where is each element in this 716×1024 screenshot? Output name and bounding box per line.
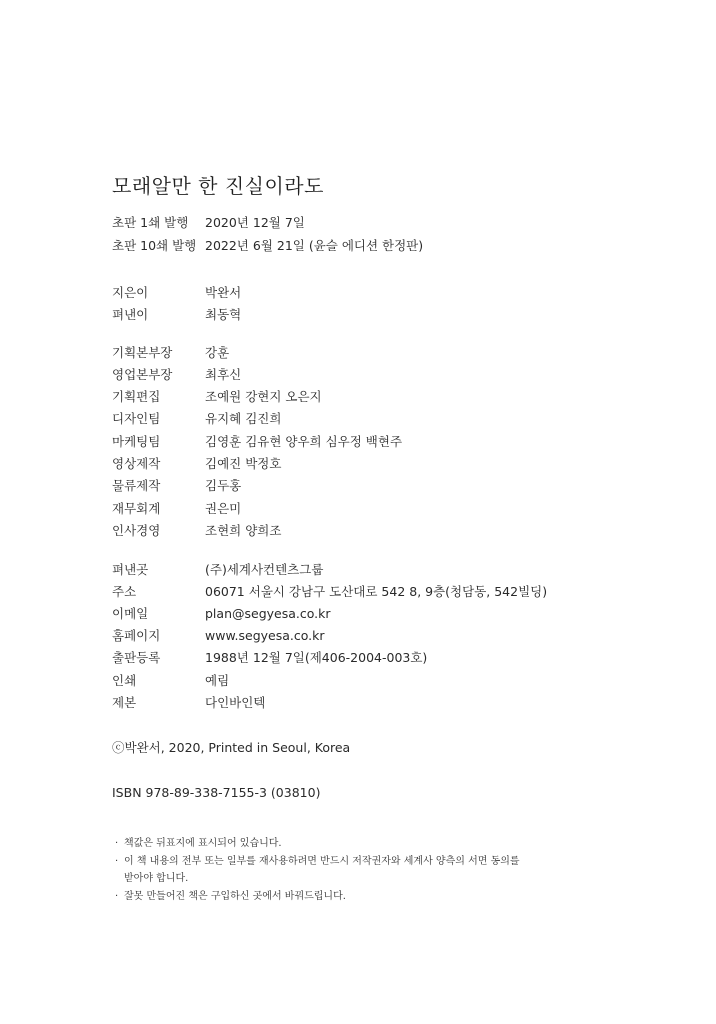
credit-label: 지은이 — [112, 285, 149, 300]
notice-text: 책값은 뒤표지에 표시되어 있습니다. — [124, 838, 282, 849]
edition-label: 초판 10쇄 발행 — [112, 238, 197, 253]
edition-value: 2022년 6월 21일 (윤슬 에디션 한정판) — [205, 238, 424, 253]
credit-value: 박완서 — [205, 285, 242, 300]
bullet-icon: · — [115, 890, 119, 902]
email-label: 이메일 — [112, 606, 149, 621]
staff-label: 재무회계 — [112, 501, 161, 516]
staff-value: 강훈 — [205, 345, 230, 360]
address-value: 06071 서울시 강남구 도산대로 542 8, 9층(청담동, 542빌딩) — [205, 584, 548, 599]
homepage-label: 홈페이지 — [112, 628, 161, 643]
staff-label: 영업본부장 — [112, 367, 173, 382]
printing-value: 예림 — [205, 673, 230, 688]
publisher-value: (주)세계사컨텐츠그룹 — [205, 562, 324, 577]
staff-value: 조현희 양희조 — [205, 523, 282, 538]
staff-value: 권은미 — [205, 501, 242, 516]
copyright-line: ⓒ박완서, 2020, Printed in Seoul, Korea — [112, 740, 351, 755]
notice-item-continuation — [115, 870, 520, 888]
staff-value: 조예원 강현지 오은지 — [205, 389, 322, 404]
publisher-label: 펴낸곳 — [112, 562, 149, 577]
printing-label: 인쇄 — [112, 673, 137, 688]
staff-value: 김영훈 김유현 양우희 심우정 백현주 — [205, 434, 403, 449]
staff-label: 기획본부장 — [112, 345, 173, 360]
credit-value: 최동혁 — [205, 307, 242, 322]
edition-value: 2020년 12월 7일 — [205, 215, 305, 230]
staff-label: 물류제작 — [112, 478, 161, 493]
binding-value: 다인바인텍 — [205, 695, 266, 710]
staff-value: 김예진 박정호 — [205, 456, 282, 471]
email-value: plan@segyesa.co.kr — [205, 606, 331, 621]
staff-label: 인사경영 — [112, 523, 161, 538]
book-title: 모래알만 한 진실이라도 — [112, 174, 324, 198]
staff-value: 김두홍 — [205, 478, 242, 493]
staff-value: 유지혜 김진희 — [205, 411, 282, 426]
edition-label: 초판 1쇄 발행 — [112, 215, 189, 230]
staff-value: 최후신 — [205, 367, 242, 382]
notice-item — [115, 835, 520, 853]
staff-label: 마케팅팀 — [112, 434, 161, 449]
registration-label: 출판등록 — [112, 650, 161, 665]
address-label: 주소 — [112, 584, 137, 599]
notice-text: 받아야 합니다. — [124, 873, 189, 884]
bullet-icon: · — [115, 855, 119, 867]
registration-value: 1988년 12월 7일(제406-2004-003호) — [205, 650, 428, 665]
notice-item — [115, 853, 520, 871]
isbn-line: ISBN 978-89-338-7155-3 (03810) — [112, 785, 321, 800]
notice-item — [115, 888, 520, 906]
staff-label: 디자인팀 — [112, 411, 161, 426]
notice-text: 잘못 만들어진 책은 구입하신 곳에서 바꿔드립니다. — [124, 890, 346, 902]
notice-list — [115, 835, 520, 905]
binding-label: 제본 — [112, 695, 137, 710]
staff-label: 기획편집 — [112, 389, 161, 404]
homepage-value: www.segyesa.co.kr — [205, 628, 325, 643]
credit-label: 펴낸이 — [112, 307, 149, 322]
bullet-icon: · — [115, 838, 119, 849]
notice-text: 이 책 내용의 전부 또는 일부를 재사용하려면 반드시 저작권자와 세계사 양측의 서면 동의를 — [124, 855, 520, 867]
staff-label: 영상제작 — [112, 456, 161, 471]
